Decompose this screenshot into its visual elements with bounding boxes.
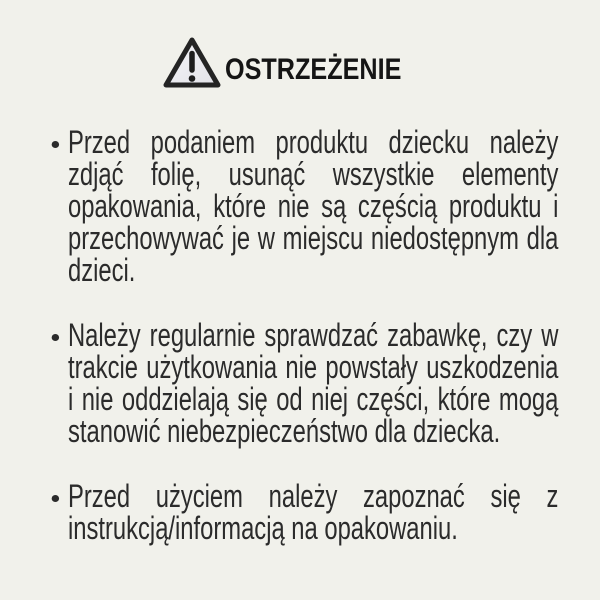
warning-line: zdjąć folię, usunąć wszystkie elementy: [68, 156, 559, 192]
warning-line: przechowywać je w miejscu niedostępnym dla: [68, 220, 559, 256]
warning-line: instrukcją/informacją na opakowaniu.: [68, 510, 458, 546]
warning-item: [68, 480, 558, 544]
warning-item: [68, 126, 558, 286]
warning-line: Przed podaniem produktu dziecku należy: [68, 124, 559, 160]
warning-item: [68, 319, 558, 447]
warning-line: Przed użyciem należy zapoznać się z: [68, 478, 559, 514]
warning-triangle-icon: [162, 36, 222, 89]
warning-header: [0, 0, 600, 100]
warning-line: dzieci.: [68, 252, 136, 288]
warning-list: [68, 126, 558, 577]
warning-line: i nie oddzielają się od niej części, które mogą: [68, 381, 559, 417]
warning-title: OSTRZEŻENIE: [225, 53, 402, 86]
warning-line: Należy regularnie sprawdzać zabawkę, czy w: [68, 317, 559, 353]
warning-line: opakowania, które nie są częścią produktu i: [68, 188, 559, 224]
warning-line: stanowić niebezpieczeństwo dla dziecka.: [68, 413, 501, 449]
warning-line: trakcie użytkowania nie powstały uszkodzenia: [68, 349, 559, 385]
